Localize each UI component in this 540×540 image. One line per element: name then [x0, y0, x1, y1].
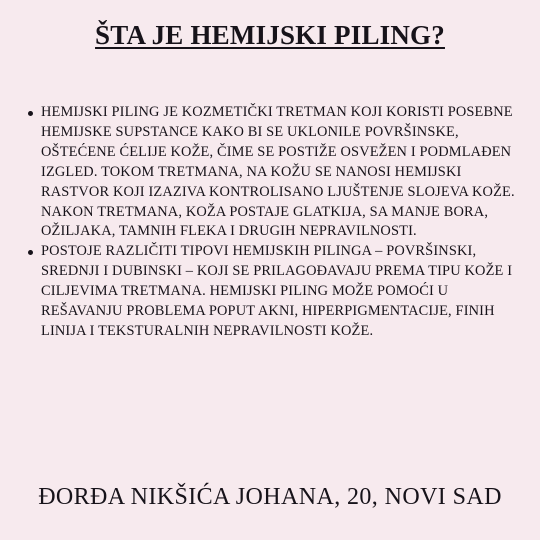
page-title: ŠTA JE HEMIJSKI PILING?: [95, 20, 445, 50]
bullet-text-1: HEMIJSKI PILING JE KOZMETIČKI TRETMAN KOJI KORISTI POSEBNE HEMIJSKE SUPSTANCE KAKO BI SE UKLONILE POVRŠINSKE, OŠTEĆENE ĆELIJE KOŽE, ČIME SE POSTIŽE OSVEŽEN I PODMLAĐEN IZGLED. TOKOM TRETMANA, NA KOŽU SE NANOSI HEMIJSKI RASTVOR KOJI IZAZIVA KONTROLISANO LJUŠTENJE SLOJEVA KOŽE. NAKON TRETMANA, KOŽA POSTAJE GLATKIJA, SA MANJE BORA, OŽILJAKA, TAMNIH FLEKA I DRUGIH NEPRAVILNOSTI.: [41, 104, 515, 240]
bullet-item-1: [28, 103, 532, 242]
bullet-item-2: [28, 242, 532, 342]
bullet-list: [28, 103, 532, 342]
bullet-dot-icon: [28, 250, 33, 255]
address-footer: ĐORĐA NIKŠIĆA JOHANA, 20, NOVI SAD: [38, 484, 502, 510]
bullet-dot-icon: [28, 111, 33, 116]
bullet-text-2: POSTOJE RAZLIČITI TIPOVI HEMIJSKIH PILINGA – POVRŠINSKI, SREDNJI I DUBINSKI – KOJI SE PRILAGOĐAVAJU PREMA TIPU KOŽE I CILJEVIMA TRETMANA. HEMIJSKI PILING MOŽE POMOĆI U REŠAVANJU PROBLEMA POPUT AKNI, HIPERPIGMENTACIJE, FINIH LINIJA I TEKSTURALNIH NEPRAVILNOSTI KOŽE.: [41, 243, 513, 339]
